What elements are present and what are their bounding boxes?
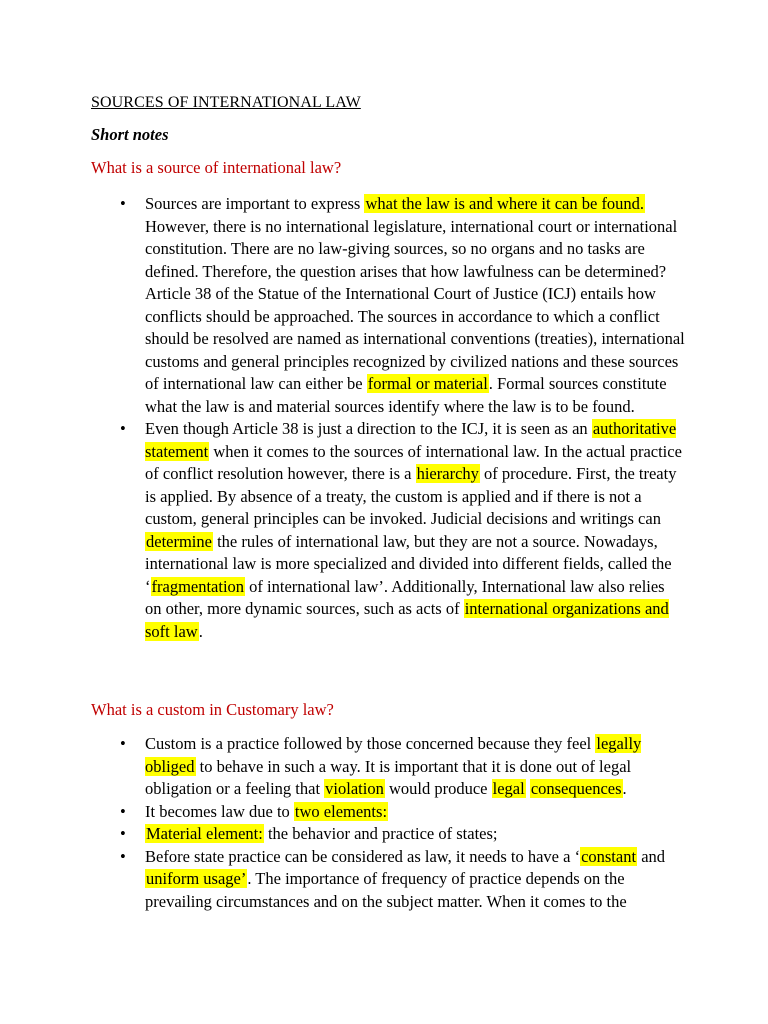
paragraph-text: would produce (384, 779, 492, 798)
paragraph-text: It becomes law due to (145, 801, 294, 821)
paragraph-text: Before state practice can be considered as law, it needs to have a ‘ (145, 846, 581, 866)
section-heading-custom: What is a custom in Customary law? (91, 700, 334, 719)
list-item (115, 823, 685, 846)
highlighted-text: hierarchy (416, 464, 479, 483)
section-heading-sources: What is a source of international law? (91, 158, 342, 177)
list-item (115, 733, 685, 801)
paragraph-text: and (637, 846, 666, 866)
document-title: SOURCES OF INTERNATIONAL LAW (91, 94, 361, 111)
paragraph-text: of international law’. Additionally, International law also relies on other, more dynamic sources, such as acts of (145, 576, 665, 618)
highlighted-text: Material element: (146, 824, 263, 843)
list-item (115, 846, 685, 914)
highlighted-text: authoritative statement (145, 419, 677, 461)
list-item (115, 801, 685, 824)
highlighted-text: what the law is and where it can be found. (365, 194, 645, 213)
highlighted-text: fragmentation (151, 576, 245, 596)
custom-bullet-list (115, 733, 685, 913)
paragraph-text: the behavior and practice of states; (263, 824, 498, 843)
paragraph-text: . (198, 621, 203, 641)
paragraph-text: Even though Article 38 is just a direction to the ICJ, it is seen as an (145, 419, 592, 438)
document-subtitle: Short notes (91, 125, 169, 144)
sources-bullet-list (115, 193, 685, 643)
paragraph-text: when it comes to the sources of international law. In the actual practice of conflict resolution however, there is a (145, 441, 682, 483)
paragraph-text: . Formal sources constitute what the law is and material sources identify where the law is to be found. (145, 374, 667, 416)
highlighted-text: formal or material (367, 374, 488, 393)
highlighted-text: uniform usage’ (146, 869, 247, 888)
paragraph-text: . (622, 779, 627, 798)
paragraph-text: of procedure. First, the treaty is applied. By absence of a treaty, the custom is applied and if there is not a custom, general principles can be invoked. Judicial decisions and writings can (145, 464, 677, 528)
highlighted-text: international organizations and soft law (145, 599, 669, 641)
highlighted-text: legal (492, 779, 525, 798)
highlighted-text: violation (325, 779, 384, 798)
list-item (115, 418, 685, 643)
list-item (115, 193, 685, 418)
highlighted-text: constant (581, 846, 637, 866)
highlighted-text: two elements: (294, 801, 388, 821)
highlighted-text: consequences (530, 779, 622, 798)
paragraph-text: . The importance of frequency of practice depends on the prevailing circumstances and on the subject matter. When it comes to the (145, 869, 627, 911)
paragraph-text: the rules of international law, but they are not a source. Nowadays, international law is more specialized and divided into different fields, called the ‘ (145, 531, 672, 596)
paragraph-text: to behave in such a way. It is important that it is done out of legal obligation or a feeling that (145, 756, 632, 798)
paragraph-text: Sources are important to express (145, 194, 365, 213)
paragraph-text: Custom is a practice followed by those concerned because they feel (145, 734, 596, 753)
highlighted-text: determine (146, 531, 212, 551)
paragraph-text: However, there is no international legislature, international court or international constitution. There are no law-giving sources, so no organs and no tasks are defined. Therefore, the question arises that how lawfulness can be determined? Article 38 of the Statue of the International Court of Justice (ICJ) entails how conflicts should be approached. The sources in accordance to which a conflict should be resolved are named as international conventions (treaties), international customs and general principles recognized by civilized nations and these sources of international law can either be (145, 216, 685, 393)
highlighted-text: legally obliged (145, 734, 642, 776)
